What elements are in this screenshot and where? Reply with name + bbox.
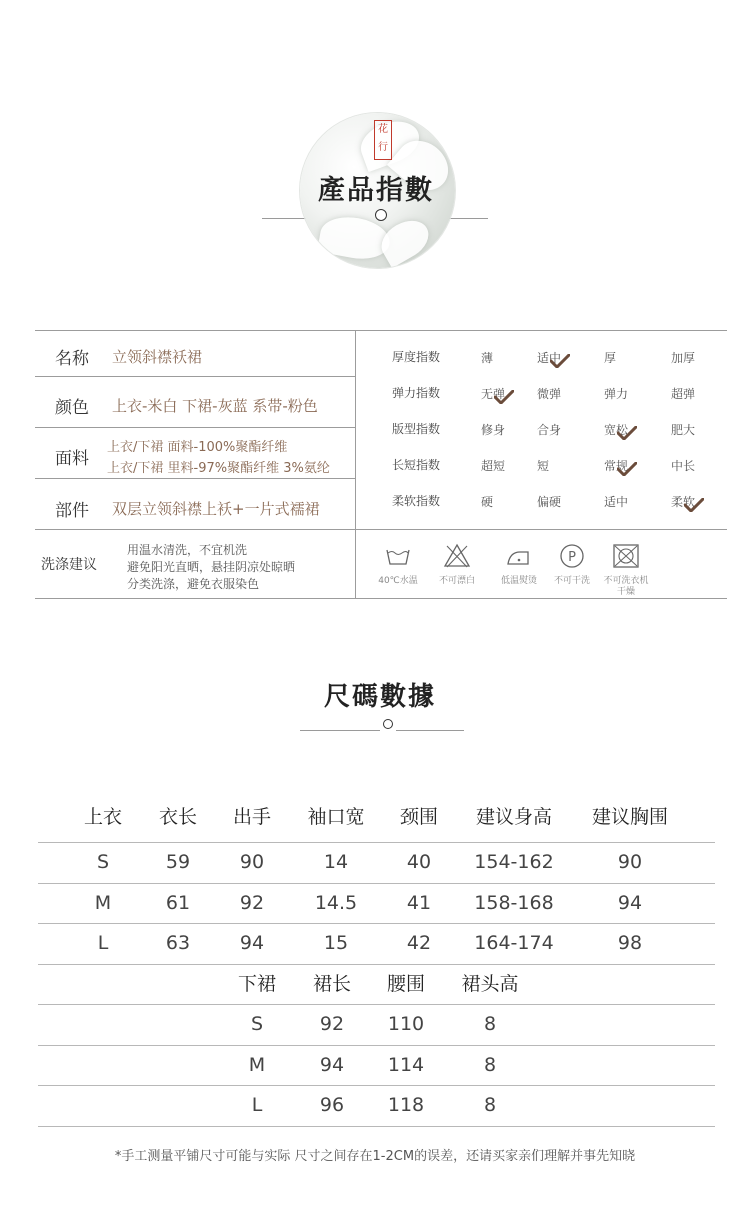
table-cell: 90	[617, 851, 643, 873]
index-option: 中长	[671, 459, 696, 473]
table-cell: 94	[319, 1053, 345, 1076]
table-row	[38, 842, 715, 883]
table-row	[38, 1085, 715, 1126]
column-header: 裙头高	[461, 972, 519, 995]
table-header-row	[38, 797, 715, 838]
index-option: 超短	[481, 459, 506, 473]
table-cell: 40	[406, 851, 432, 873]
index-label: 弹力指数	[392, 386, 441, 400]
table-cell: 90	[239, 851, 265, 873]
table-cell: 59	[165, 851, 191, 873]
table-cell: 92	[239, 891, 265, 914]
column-header: 衣长	[158, 806, 197, 828]
table-cell: 94	[239, 932, 265, 954]
index-option: 无弹	[481, 387, 506, 401]
label-fabric: 面料	[55, 449, 89, 469]
value-parts: 双层立领斜襟上袄+一片式襦裙	[112, 500, 320, 518]
table-cell: 14.5	[314, 891, 358, 914]
table-cell: S	[96, 851, 110, 873]
checkmark-icon	[617, 426, 637, 440]
index-option: 弹力	[604, 387, 629, 401]
table-row	[38, 923, 715, 964]
column-header: 建议身高	[475, 806, 552, 828]
index-label: 柔软指数	[392, 494, 441, 508]
table-cell: 114	[387, 1053, 425, 1076]
index-option: 适中	[604, 495, 629, 509]
column-header: 出手	[232, 806, 271, 828]
column-header: 袖口宽	[307, 806, 365, 828]
table-cell: M	[248, 1053, 266, 1076]
index-option: 硬	[481, 495, 494, 509]
table-cell: 41	[406, 891, 432, 914]
checkmark-icon	[550, 354, 570, 368]
measure-note: *手工测量平铺尺寸可能与实际 尺寸之间存在1-2CM的误差，还请买家亲们理解并事先知晓	[114, 1149, 636, 1164]
table-row	[38, 1045, 715, 1086]
care-item: 40℃水温	[373, 542, 423, 587]
svg-text:P: P	[568, 550, 576, 565]
table-cell: 8	[483, 1094, 497, 1116]
column-header: 上衣	[83, 806, 122, 828]
table-cell: 98	[617, 932, 643, 954]
value-name: 立领斜襟袄裙	[112, 348, 203, 366]
row-divider	[38, 1126, 715, 1127]
care-item: 低温熨烫	[491, 542, 547, 587]
index-option: 偏硬	[537, 495, 562, 509]
table-cell: S	[250, 1013, 264, 1035]
table-cell: 96	[319, 1094, 345, 1116]
index-label: 厚度指数	[392, 350, 441, 364]
column-header: 建议胸围	[591, 806, 668, 828]
column-header: 腰围	[386, 972, 425, 995]
value-color: 上衣-米白 下裙-灰蓝 系带-粉色	[112, 397, 318, 415]
index-option: 肥大	[671, 423, 696, 437]
column-header: 颈围	[399, 806, 438, 828]
table-cell: 94	[617, 891, 643, 914]
label-color: 颜色	[55, 398, 89, 418]
table-cell: 8	[483, 1053, 497, 1076]
value-fabric-2: 上衣/下裙 里料-97%聚酯纤维 3%氨纶	[107, 461, 330, 476]
index-option: 修身	[481, 423, 506, 437]
index-option: 柔软	[671, 495, 696, 509]
table-row	[38, 1004, 715, 1045]
index-option: 适中	[537, 351, 562, 365]
index-label: 长短指数	[392, 458, 441, 472]
circle-dot-icon	[375, 209, 387, 221]
table-cell: 14	[323, 851, 349, 873]
table-cell: 92	[319, 1013, 345, 1035]
table-cell: 164-174	[474, 932, 554, 954]
value-fabric-1: 上衣/下裙 面料-100%聚酯纤维	[107, 440, 288, 455]
table-cell: 154-162	[474, 851, 554, 873]
index-option: 超弹	[671, 387, 696, 401]
circle-dot-icon	[383, 719, 393, 729]
table-cell: 61	[165, 891, 191, 914]
no-bleach-icon	[442, 542, 472, 570]
table-cell: 118	[387, 1094, 425, 1116]
seal-stamp: 花行	[374, 120, 392, 160]
size-table	[38, 797, 715, 1132]
table-row	[38, 883, 715, 924]
divider	[300, 730, 380, 731]
index-option: 宽松	[604, 423, 629, 437]
care-item: 不可漂白	[432, 542, 482, 587]
table-cell: 63	[165, 932, 191, 954]
wash-instructions: 用温水清洗，不宜机洗 避免阳光直晒，悬挂阴凉处晾晒 分类洗涤，避免衣服染色	[127, 543, 296, 591]
product-info-table	[35, 330, 727, 599]
table-cell: 15	[323, 932, 349, 954]
dry-clean-p-icon	[557, 542, 587, 570]
table-cell: 110	[387, 1013, 425, 1035]
column-header: 下裙	[237, 972, 276, 995]
table-cell: L	[97, 932, 109, 954]
checkmark-icon	[684, 498, 704, 512]
table-cell: L	[251, 1094, 263, 1116]
wash-40-icon	[383, 542, 413, 570]
index-label: 版型指数	[392, 422, 441, 436]
checkmark-icon	[494, 390, 514, 404]
table-cell: 8	[483, 1013, 497, 1035]
table-header-row	[38, 964, 715, 1005]
checkmark-icon	[617, 462, 637, 476]
no-tumble-dry-icon	[611, 542, 641, 570]
divider	[396, 730, 464, 731]
index-option: 合身	[537, 423, 562, 437]
table-cell: 158-168	[474, 891, 554, 914]
column-header: 裙长	[312, 972, 351, 995]
table-cell: 42	[406, 932, 432, 954]
label-parts: 部件	[55, 501, 89, 521]
label-wash: 洗涤建议	[41, 557, 97, 573]
page-title: 產品指數	[318, 175, 434, 206]
index-option: 微弹	[537, 387, 562, 401]
low-iron-icon	[504, 542, 534, 570]
size-title: 尺碼數據	[323, 682, 436, 712]
index-option: 短	[537, 459, 550, 473]
index-option: 厚	[604, 351, 617, 365]
care-item: P 不可干洗	[547, 542, 597, 587]
label-name: 名称	[55, 349, 89, 369]
index-option: 常规	[604, 459, 629, 473]
care-item: 不可洗衣机干燥	[601, 542, 651, 598]
index-option: 加厚	[671, 351, 696, 365]
index-option: 薄	[481, 351, 494, 365]
table-cell: M	[94, 891, 112, 914]
